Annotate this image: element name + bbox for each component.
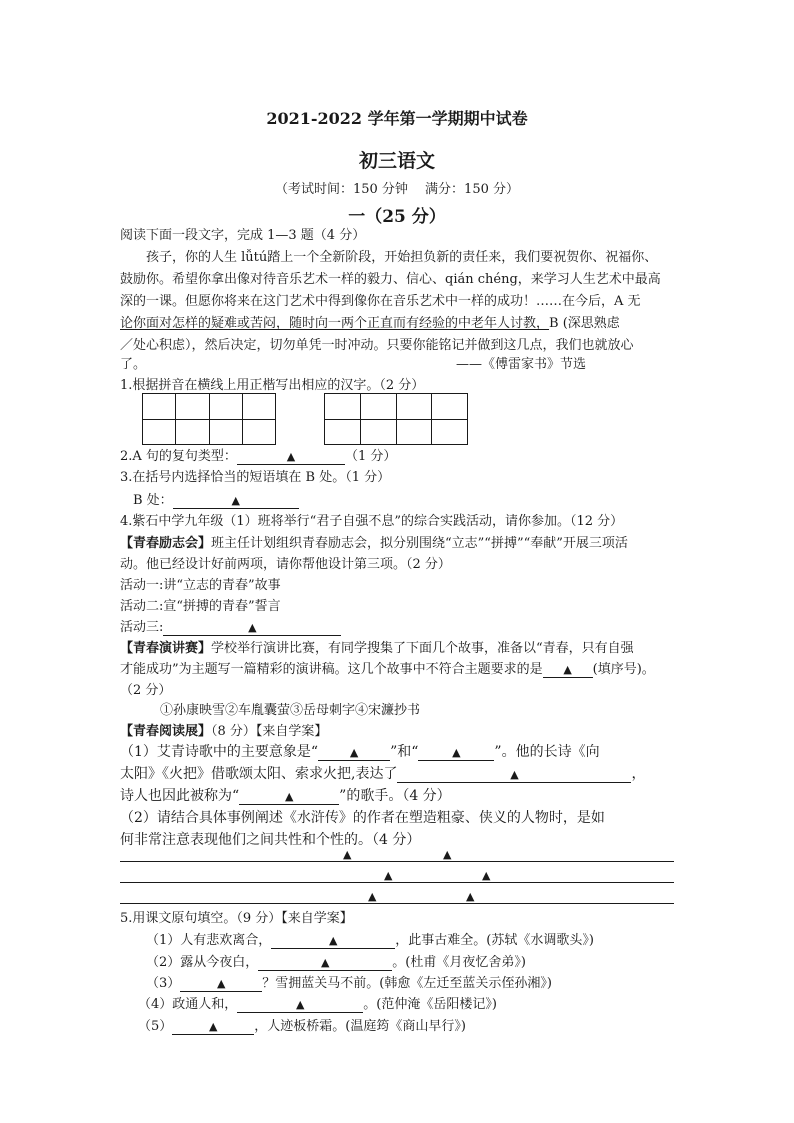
q3-label: B 处： bbox=[133, 493, 173, 508]
answer-line[interactable] bbox=[120, 882, 674, 883]
passage-line: 鼓励你。希望你拿出像对待音乐艺术一样的毅力、信心、qián chéng，来学习人生艺术中最高 bbox=[120, 272, 661, 287]
section-heading: 一（25 分） bbox=[348, 207, 446, 227]
passage-line: 孩子，你的人生 lǚtú踏上一个全新阶段，开始担负新的责任来，我们要祝贺你、祝福你、 bbox=[146, 250, 658, 265]
triangle-icon: ▲ bbox=[284, 790, 294, 803]
triangle-icon: ▲ bbox=[248, 621, 257, 634]
triangle-icon: ▲ bbox=[443, 848, 452, 861]
triangle-icon: ▲ bbox=[329, 934, 338, 947]
q5-text: 。(杜甫《月夜忆舍弟》) bbox=[392, 955, 526, 970]
exam-title: 2021-2022 学年第一学期期中试卷 bbox=[266, 109, 528, 128]
sentence-a-underlined: 论你面对怎样的疑难或苦闷，随时向一两个正直而有经验的中老年人讨教， bbox=[120, 316, 550, 331]
c3-text: ”的歌手。（4 分） bbox=[339, 788, 451, 804]
answer-line[interactable] bbox=[120, 861, 674, 862]
q4-c2-line2: 何非常注意表现他们之间共性和个性的。（4 分） bbox=[120, 832, 421, 848]
q4-part-a-line2: 动。他已经设计好前两项，请你帮他设计第三项。（2 分） bbox=[120, 557, 451, 572]
q4-c1-line2: 太阳》《火把》借歌颂太阳、索求火把,表达了 ▲ ， bbox=[120, 766, 646, 782]
triangle-icon: ▲ bbox=[209, 1020, 218, 1033]
q5-text: （2）露从今夜白， bbox=[146, 955, 259, 970]
c3-text: 诗人也因此被称为“ bbox=[120, 788, 240, 804]
q5-line-3 bbox=[146, 974, 552, 993]
part-c-score: （8 分）【来自学案】 bbox=[211, 724, 328, 739]
answer-blank[interactable] bbox=[258, 955, 392, 971]
q5-text: ？雪拥蓝关马不前。(韩愈《左迁至蓝关示侄孙湘》) bbox=[262, 976, 552, 991]
writing-grid-2[interactable] bbox=[324, 393, 468, 445]
q5-text: ，此事古难全。(苏轼《水调歌头》) bbox=[395, 933, 594, 948]
c1-text: ”和“ bbox=[390, 744, 419, 760]
answer-blank[interactable] bbox=[237, 997, 363, 1013]
story-list: ①孙康映雪②车胤囊萤③岳母刺字④宋濂抄书 bbox=[160, 703, 421, 718]
q5-line-5 bbox=[138, 1017, 466, 1036]
answer-blank[interactable] bbox=[239, 789, 339, 805]
activity-3-label: 活动三: bbox=[120, 620, 164, 635]
subject-title: 初三语文 bbox=[358, 150, 435, 172]
triangle-icon: ▲ bbox=[231, 494, 240, 507]
q4-part-b-score: （2 分） bbox=[120, 683, 172, 698]
activity-2: 活动二:宣“拼搏的青春”誓言 bbox=[120, 599, 281, 614]
question-5: 5.用课文原句填空。（9 分）【来自学案】 bbox=[120, 911, 353, 926]
question-4: 4.紫石中学九年级（1）班将举行“君子自强不息”的综合实践活动，请你参加。（12 分） bbox=[120, 514, 624, 529]
passage-source: ——《傅雷家书》节选 bbox=[456, 357, 587, 372]
q5-text: 。(范仲淹《岳阳楼记》) bbox=[363, 997, 497, 1012]
q5-line-2 bbox=[146, 953, 526, 972]
passage-line: 深的一课。但愿你将来在这门艺术中得到像你在音乐艺术中一样的成功！……在今后，A 无 bbox=[120, 294, 641, 309]
triangle-icon: ▲ bbox=[482, 869, 491, 882]
answer-blank[interactable] bbox=[163, 620, 341, 636]
exam-info: （考试时间：150 分钟 满分：150 分） bbox=[274, 182, 520, 197]
choice-b: B (深思熟虑 bbox=[549, 316, 620, 331]
question-3: 3.在括号内选择恰当的短语填在 B 处。（1 分） bbox=[120, 470, 391, 485]
answer-line[interactable] bbox=[120, 903, 674, 904]
answer-blank[interactable] bbox=[318, 745, 390, 761]
triangle-icon: ▲ bbox=[563, 663, 572, 676]
answer-blank[interactable] bbox=[237, 449, 345, 465]
reading-instruction: 阅读下面一段文字，完成 1—3 题（4 分） bbox=[120, 228, 366, 243]
triangle-icon: ▲ bbox=[296, 998, 305, 1011]
answer-blank[interactable] bbox=[543, 662, 593, 678]
answer-blank[interactable] bbox=[418, 745, 494, 761]
part-b-line: 学校举行演讲比赛，有同学搜集了下面几个故事，准备以“青春，只有自强 bbox=[211, 641, 634, 656]
q5-text: （3） bbox=[146, 976, 181, 991]
q5-line-1 bbox=[146, 931, 594, 950]
part-b-text: 才能成功”为主题写一篇精彩的演讲稿。这几个故事中不符合主题要求的是 bbox=[120, 662, 543, 677]
question-1: 1.根据拼音在横线上用正楷写出相应的汉字。（2 分） bbox=[120, 378, 425, 393]
q5-text: （4）政通人和， bbox=[138, 997, 238, 1012]
q4-part-a bbox=[120, 534, 628, 553]
q5-text: （1）人有悲欢离合， bbox=[146, 933, 272, 948]
question-2 bbox=[120, 447, 396, 466]
passage-line bbox=[120, 314, 620, 333]
q2-label: 2.A 句的复句类型： bbox=[120, 449, 237, 464]
triangle-icon: ▲ bbox=[349, 746, 359, 759]
triangle-icon: ▲ bbox=[368, 890, 377, 903]
triangle-icon: ▲ bbox=[217, 977, 226, 990]
q4-part-b-line2 bbox=[120, 660, 655, 679]
q4-c1-line1 bbox=[120, 742, 600, 762]
q5-text: （5） bbox=[138, 1019, 173, 1034]
c1-text: ”。他的长诗《向 bbox=[494, 744, 600, 760]
triangle-icon: ▲ bbox=[384, 869, 393, 882]
part-b-title: 【青春演讲赛】 bbox=[120, 641, 212, 656]
triangle-icon: ▲ bbox=[286, 450, 296, 463]
answer-blank[interactable] bbox=[271, 933, 395, 949]
c1-text: （1）艾青诗歌中的主要意象是“ bbox=[120, 744, 319, 760]
q4-c1-line3 bbox=[120, 786, 451, 806]
part-a-title: 【青春励志会】 bbox=[120, 536, 212, 551]
q5-line-4 bbox=[138, 995, 497, 1014]
part-a-line: 班主任计划组织青春励志会，拟分别围绕“立志”“拼搏”“奉献”开展三项活 bbox=[211, 536, 628, 551]
passage-line: 了。 bbox=[120, 357, 147, 372]
triangle-icon: ▲ bbox=[466, 890, 475, 903]
q2-score: （1 分） bbox=[344, 449, 397, 464]
q4-part-b bbox=[120, 639, 634, 658]
answer-blank[interactable] bbox=[172, 1019, 254, 1035]
triangle-icon: ▲ bbox=[510, 768, 519, 781]
answer-blank[interactable] bbox=[397, 767, 631, 783]
q3-answer-row bbox=[133, 491, 299, 510]
q4-c2-line1: （2）请结合具体事例阐述《水浒传》的作者在塑造粗豪、侠义的人物时，是如 bbox=[120, 810, 605, 826]
activity-3 bbox=[120, 618, 341, 637]
writing-grid-1[interactable] bbox=[142, 393, 276, 445]
q4-part-c bbox=[120, 722, 327, 741]
answer-blank[interactable] bbox=[173, 493, 299, 509]
answer-blank[interactable] bbox=[180, 976, 262, 992]
c2-text: 太阳》《火把》借歌颂太阳、索求火把,表达了 bbox=[120, 766, 398, 782]
triangle-icon: ▲ bbox=[452, 746, 461, 759]
part-c-title: 【青春阅读展】 bbox=[120, 724, 212, 739]
q5-text: ，人迹板桥霜。(温庭筠《商山早行》) bbox=[254, 1019, 466, 1034]
triangle-icon: ▲ bbox=[343, 848, 352, 861]
passage-line: ／处心积虑），然后决定，切勿单凭一时冲动。只要你能铭记并做到这几点，我们也就放心 bbox=[120, 338, 634, 353]
activity-1: 活动一:讲“立志的青春”故事 bbox=[120, 578, 281, 593]
part-b-end: (填序号)。 bbox=[592, 662, 655, 677]
triangle-icon: ▲ bbox=[321, 956, 330, 969]
